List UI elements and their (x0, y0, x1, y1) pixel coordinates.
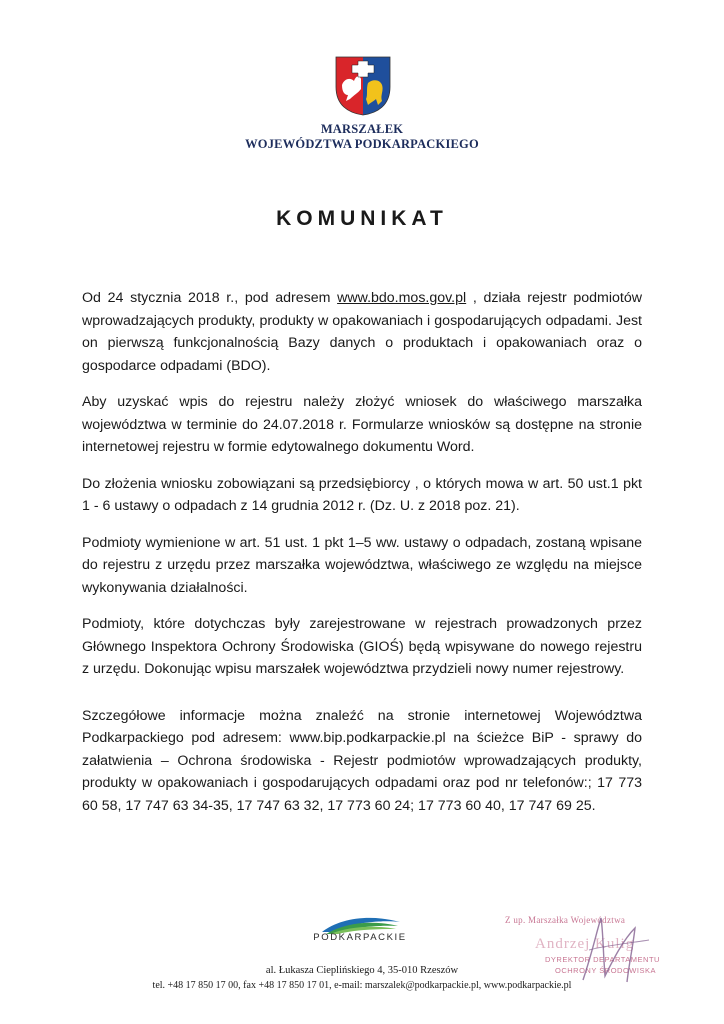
signature-icon (553, 910, 673, 990)
paragraph-4: Podmioty wymienione w art. 51 ust. 1 pkt 1–5 ww. ustawy o odpadach, zostaną wpisane do rejestru z urzędu przez marszałka województwa, właściwego ze względu na miejsce wykonywania działalności. (82, 534, 642, 596)
paragraph-2: Aby uzyskać wpis do rejestru należy złożyć wniosek do właściwego marszałka województwa w terminie do 24.07.2018 r. Formularze wniosków są dostępne na stronie internetowej rejestru w formie edytowalnego dokumentu Word. (82, 394, 642, 455)
footer-logo-text: PODKARPACKIE (313, 932, 407, 943)
document-title: KOMUNIKAT (276, 207, 448, 230)
footer-contact: tel. +48 17 850 17 00, fax +48 17 850 17 01, e-mail: marszalek@podkarpackie.pl, www.podkarpackie.pl (152, 980, 572, 991)
official-stamp (505, 910, 685, 1000)
paragraph-1-end: , działa rejestr podmiotów wprowadzających produkty, produkty w opakowaniach i gospodarujących odpadami. Jest on pierwszą funkcjonalnością Bazy danych o produktach i opakowaniach oraz o gospodarce odpadami (BDO). (82, 290, 642, 374)
org-name-line2: WOJEWÓDZTWA PODKARPACKIEGO (245, 137, 479, 151)
bdo-link[interactable]: www.bdo.mos.gov.pl (337, 290, 467, 306)
footer-address: al. Łukasza Cieplińskiego 4, 35-010 Rzeszów (265, 965, 459, 976)
coat-of-arms-icon (334, 55, 392, 117)
stamp-title: DYREKTOR DEPARTAMENTU (545, 955, 660, 964)
paragraph-3: Do złożenia wniosku zobowiązani są przedsiębiorcy , o których mowa w art. 50 ust.1 pkt 1 - 6 ustawy o odpadach z 14 grudnia 2012 r. (Dz. U. z 2018 poz. 21). (82, 475, 642, 514)
paragraph-6: Szczegółowe informacje można znaleźć na stronie internetowej Województwa Podkarpackiego pod adresem: www.bip.podkarpackie.pl na ścieżce BiP - sprawy do załatwienia – Ochrona środowiska - Rejestr podmiotów wprowadzających produkty, produkty w opakowaniach i gospodarujących odpadami oraz pod nr telefonów:; 17 773 60 58, 17 747 63 34-35, 17 747 63 32, 17 773 60 24; 17 773 60 40, 17 747 69 25. (82, 707, 642, 814)
paragraph-1 (82, 287, 642, 377)
stamp-name: Andrzej Kulig (535, 936, 635, 952)
paragraph-5: Podmioty, które dotychczas były zarejestrowane w rejestrach prowadzonych przez Głównego Inspektora Ochrony Środowiska (GIOŚ) będą wpisywane do nowego rejestru z urzędu. Dokonując wpisu marszałek województwa przydzieli nowy numer rejestrowy. (82, 616, 642, 677)
stamp-department: OCHRONY ŚRODOWISKA (555, 966, 656, 975)
paragraph-1-start: Od 24 stycznia 2018 r., pod adresem (82, 290, 338, 306)
org-name-line1: MARSZAŁEK (320, 122, 404, 136)
document-body (82, 287, 642, 831)
stamp-line1: Z up. Marszałka Województwa (505, 915, 626, 925)
